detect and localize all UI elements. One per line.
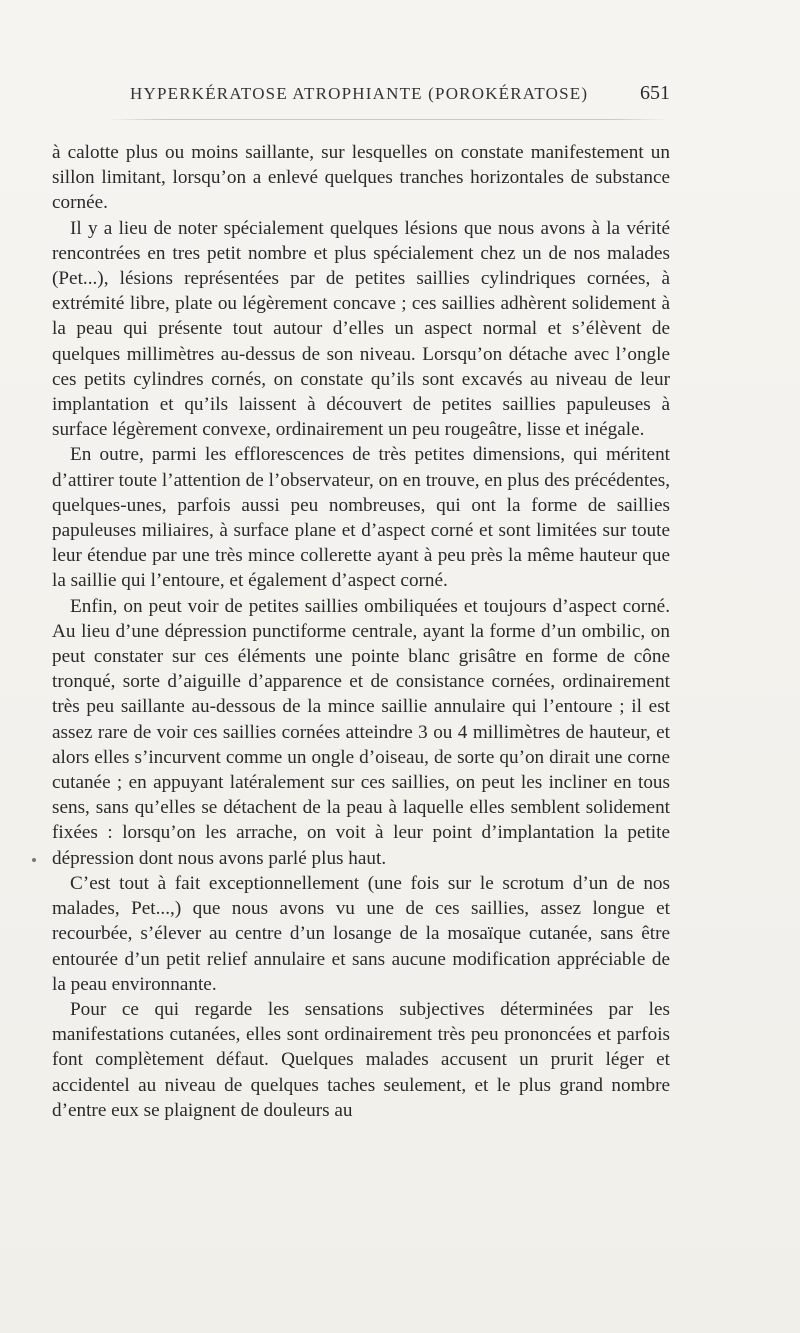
paragraph-4: Enfin, on peut voir de petites saillies ombiliquées et toujours d’aspect corné. Au lieu d’une dépression punctiforme centrale, ayant la forme d’un ombilic, on peut constater sur ces éléments une pointe blanc grisâtre en forme de cône tronqué, sorte d’aiguille d’apparence et de consistance cornées, ordinairement très peu saillante au-dessous de la mince saillie annulaire qui l’entoure ; il est assez rare de voir ces saillies cornées atteindre 3 ou 4 millimètres de hauteur, et alors elles s’incurvent comme un ongle d’oiseau, de sorte qu’on dirait une corne cutanée ; en appuyant latéralement sur ces saillies, on peut les incliner en tous sens, sans qu’elles se détachent de la peau à laquelle elles semblent solidement fixées : lorsqu’on les arrache, on voit à leur point d’implantation la petite dépression dont nous avons parlé plus haut. [52, 595, 670, 869]
running-head: HYPERKÉRATOSE ATROPHIANTE (POROKÉRATOSE) [130, 84, 589, 103]
page-header [130, 84, 670, 112]
body-text [52, 140, 670, 1123]
paragraph-2: Il y a lieu de noter spécialement quelques lésions que nous avons à la vérité rencontrées en tres petit nombre et plus spécialement chez un de nos malades (Pet...), lésions représentées par de petites saillies cylindriques cornées, à extrémité libre, plate ou légèrement concave ; ces saillies adhèrent solidement à la peau qui présente tout autour d’elles un aspect normal et s’élèvent de quelques millimètres au-dessus de son niveau. Lorsqu’on détache avec l’ongle ces petits cylindres cornés, on constate qu’ils sont excavés au niveau de leur implantation et qu’ils laissent à découvert de petites saillies papuleuses à surface légèrement convexe, ordinairement un peu rougeâtre, lisse et inégale. [52, 217, 670, 441]
page-number: 651 [640, 82, 670, 104]
header-rule [108, 119, 668, 120]
paragraph-6: Pour ce qui regarde les sensations subjectives déterminées par les manifestations cutanées, elles sont ordinairement très peu prononcées et parfois font complètement défaut. Quelques malades accusent un prurit léger et accidentel au niveau de quelques taches seulement, et le plus grand nombre d’entre eux se plaignent de douleurs au [52, 998, 670, 1121]
paragraph-5: C’est tout à fait exceptionnellement (une fois sur le scrotum d’un de nos malades, Pet...,) que nous avons vu une de ces saillies, assez longue et recourbée, s’élever au centre d’un losange de la mosaïque cutanée, sans être entourée d’un petit relief annulaire et sans aucune modification appréciable de la peau environnante. [52, 872, 670, 995]
paragraph-3: En outre, parmi les efflorescences de très petites dimensions, qui méritent d’attirer toute l’attention de l’observateur, on en trouve, en plus des précédentes, quelques-unes, parfois aussi peu nombreuses, qui ont la forme de saillies papuleuses miliaires, à surface plane et d’aspect corné et sont limitées sur toute leur étendue par une très mince collerette ayant à peu près la même hauteur que la saillie qui l’entoure, et également d’aspect corné. [52, 444, 670, 592]
paragraph-1: à calotte plus ou moins saillante, sur lesquelles on constate manifestement un sillon limitant, lorsqu’on a enlevé quelques tranches horizontales de substance cornée. [52, 142, 670, 214]
margin-dot [32, 858, 36, 862]
